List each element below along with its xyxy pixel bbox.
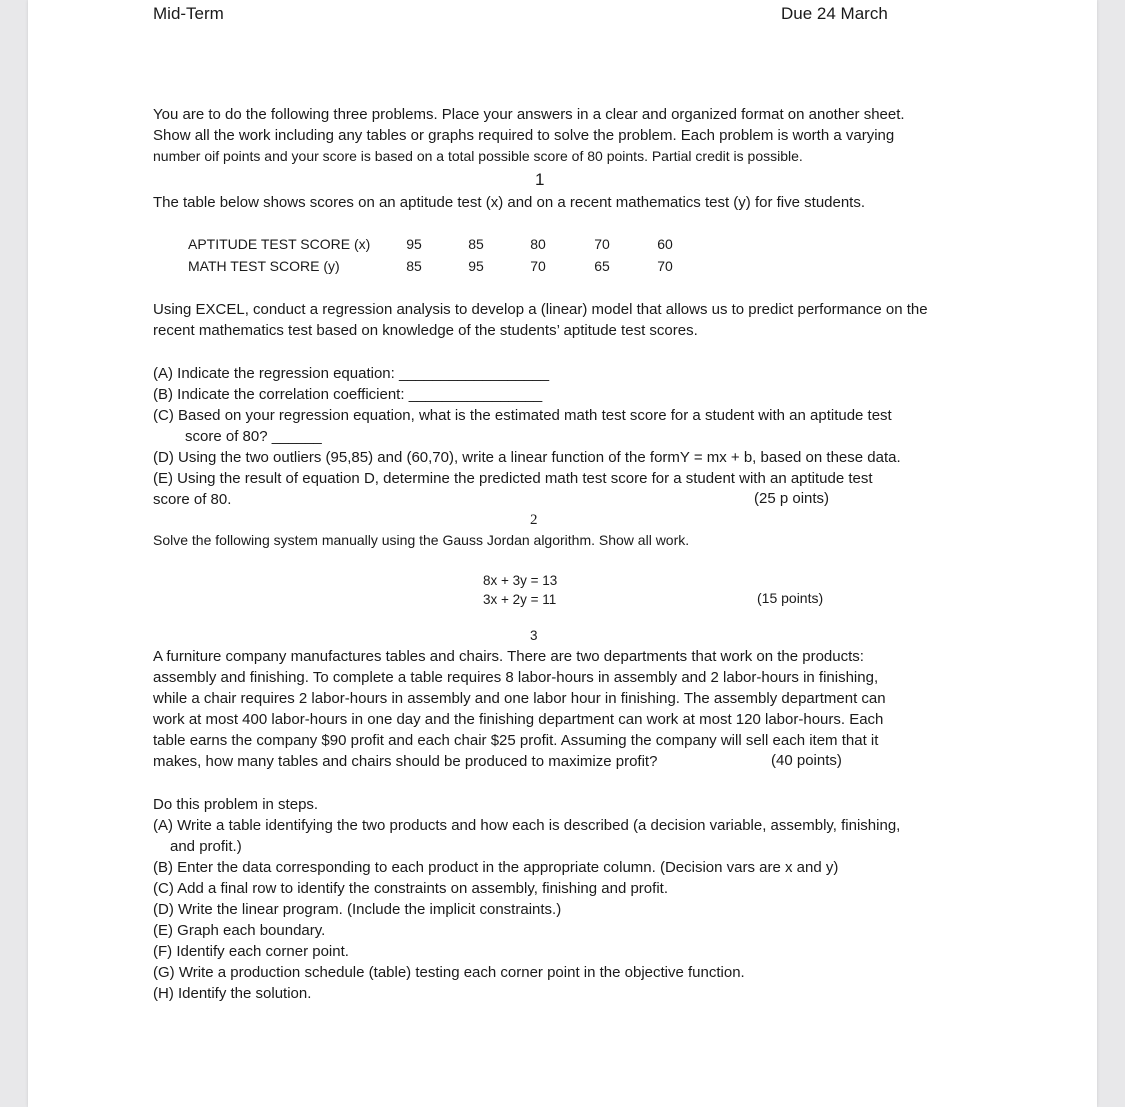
problem3-line: makes, how many tables and chairs should be produced to maximize profit?	[153, 753, 658, 770]
step-h: (H) Identify the solution.	[153, 985, 312, 1002]
table-cell: 85	[406, 258, 422, 274]
problem3-line: while a chair requires 2 labor-hours in assembly and one labor hour in finishing. The assembly department can	[153, 690, 886, 707]
problem1-instructions	[153, 299, 983, 341]
step-b: (B) Enter the data corresponding to each product in the appropriate column. (Decision vars are x and y)	[153, 859, 839, 876]
intro-line: number oif points and your score is based on a total possible score of 80 points. Partial credit is possible.	[153, 148, 803, 164]
step-c: (C) Add a final row to identify the constraints on assembly, finishing and profit.	[153, 880, 668, 897]
table-cell: 95	[406, 236, 422, 252]
problem3-line: A furniture company manufactures tables and chairs. There are two departments that work on the products:	[153, 648, 864, 665]
step-a: (A) Write a table identifying the two products and how each is described (a decision variable, assembly, finishing,	[153, 817, 901, 834]
problem3-steps	[153, 794, 983, 1004]
table-cell: 60	[657, 236, 673, 252]
table-cell: 80	[530, 236, 546, 252]
header-due-date: Due 24 March	[781, 4, 888, 23]
step-a-continued: and profit.)	[170, 838, 242, 855]
question-d: (D) Using the two outliers (95,85) and (60,70), write a linear function of the formY = mx + b, based on these data.	[153, 449, 901, 466]
equation: 3x + 2y = 11	[483, 592, 557, 607]
question-a: (A) Indicate the regression equation: __________________	[153, 365, 550, 382]
step-e: (E) Graph each boundary.	[153, 922, 326, 939]
table-cell: 70	[657, 258, 673, 274]
problem1-description: The table below shows scores on an aptitude test (x) and on a recent mathematics test (y) for five students.	[153, 194, 866, 211]
instruction-line: Using EXCEL, conduct a regression analysis to develop a (linear) model that allows us to predict performance on the	[153, 301, 928, 318]
problem2-instruction: Solve the following system manually using the Gauss Jordan algorithm. Show all work.	[153, 532, 690, 548]
table-cell: 70	[594, 236, 610, 252]
math-row-label: MATH TEST SCORE (y)	[188, 258, 340, 274]
table-cell: 70	[530, 258, 546, 274]
problem2-number: 2	[530, 512, 538, 528]
problem1-number: 1	[535, 170, 545, 189]
equation-system	[483, 571, 557, 609]
steps-intro: Do this problem in steps.	[153, 796, 319, 813]
step-g: (G) Write a production schedule (table) testing each corner point in the objective function.	[153, 964, 745, 981]
problem2-points: (15 points)	[757, 590, 824, 606]
problem3-description	[153, 646, 983, 772]
problem3-line: assembly and finishing. To complete a table requires 8 labor-hours in assembly and 2 labor-hours in finishing,	[153, 669, 879, 686]
problem1-points: (25 p oints)	[754, 490, 830, 507]
equation: 8x + 3y = 13	[483, 573, 558, 588]
question-c: (C) Based on your regression equation, what is the estimated math test score for a student with an aptitude test	[153, 407, 892, 424]
problem1-questions	[153, 363, 983, 510]
intro-paragraph	[153, 104, 983, 167]
instruction-line: recent mathematics test based on knowledge of the students’ aptitude test scores.	[153, 322, 698, 339]
problem3-line: table earns the company $90 profit and each chair $25 profit. Assuming the company will sell each item that it	[153, 732, 879, 749]
problem3-points: (40 points)	[771, 752, 842, 769]
table-cell: 95	[468, 258, 484, 274]
aptitude-row-label: APTITUDE TEST SCORE (x)	[188, 236, 371, 252]
intro-line: Show all the work including any tables or graphs required to solve the problem. Each problem is worth a varying	[153, 127, 895, 144]
step-d: (D) Write the linear program. (Include the implicit constraints.)	[153, 901, 562, 918]
question-e: (E) Using the result of equation D, determine the predicted math test score for a student with an aptitude test	[153, 470, 873, 487]
table-cell: 85	[468, 236, 484, 252]
question-e-continued: score of 80.	[153, 491, 232, 508]
question-b: (B) Indicate the correlation coefficient: ________________	[153, 386, 543, 403]
problem3-line: work at most 400 labor-hours in one day and the finishing department can work at most 120 labor-hours. Each	[153, 711, 884, 728]
problem3-number: 3	[530, 628, 538, 643]
step-f: (F) Identify each corner point.	[153, 943, 349, 960]
table-cell: 65	[594, 258, 610, 274]
intro-line: You are to do the following three problems. Place your answers in a clear and organized format on another sheet.	[153, 106, 905, 123]
question-c-continued: score of 80? ______	[185, 428, 322, 445]
header-title: Mid-Term	[153, 4, 224, 23]
document-page	[28, 0, 1097, 1107]
